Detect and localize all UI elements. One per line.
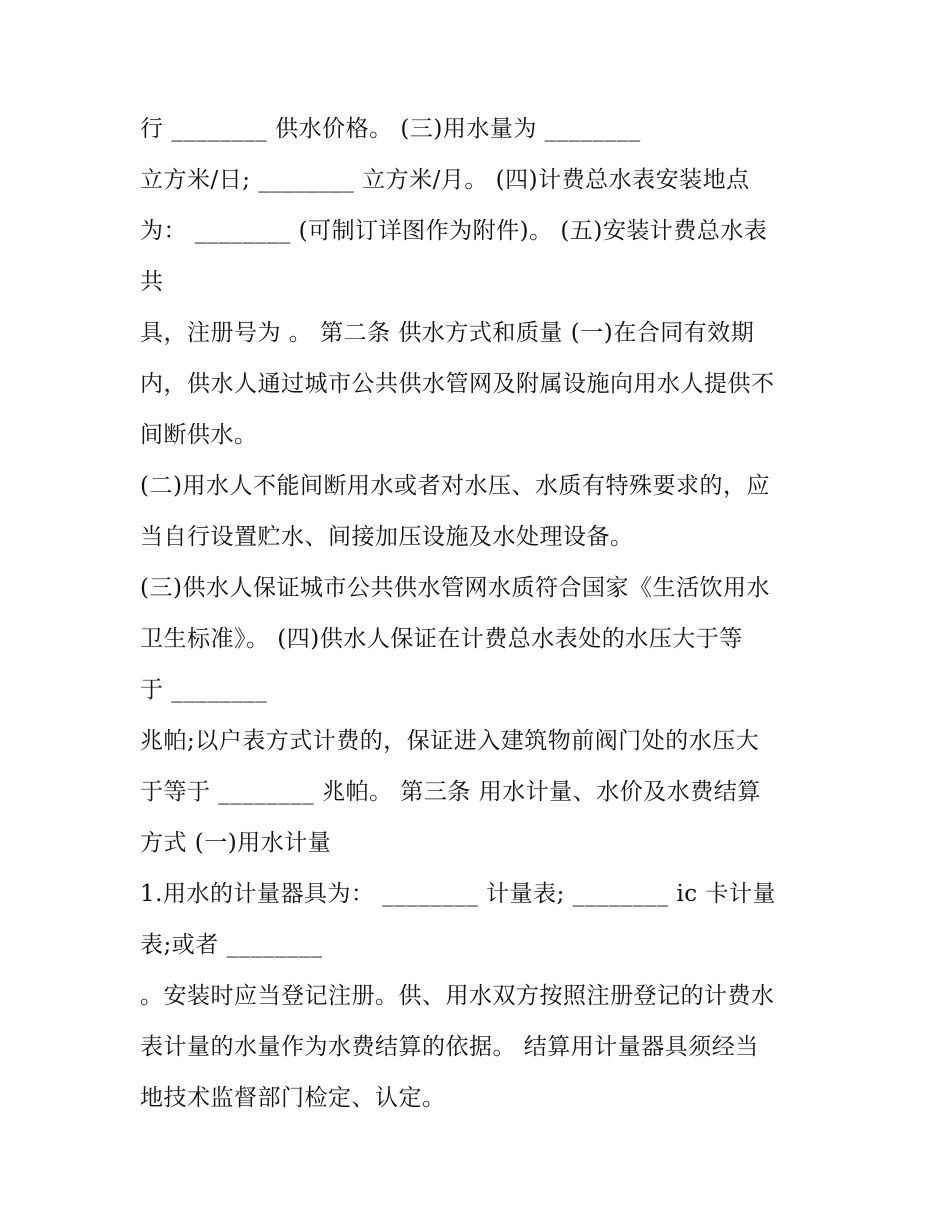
- text-line: 于等于 ________ 兆帕。 第三条 用水计量、水价及水费结算: [140, 779, 761, 805]
- text-line: 共: [140, 269, 164, 295]
- text-line: 于 ________: [140, 677, 268, 703]
- text-line: 立方米/日; ________ 立方米/月。 (四)计费总水表安装地点: [140, 167, 750, 193]
- text-line: 为： ________ (可制订详图作为附件)。 (五)安装计费总水表: [140, 218, 768, 244]
- text-line: 方式 (一)用水计量: [140, 830, 332, 856]
- text-line: (三)供水人保证城市公共供水管网水质符合国家《生活饮用水: [140, 575, 770, 601]
- text-line: 行 ________ 供水价格。 (三)用水量为 ________: [140, 116, 641, 142]
- text-line: 表;或者 ________: [140, 932, 323, 958]
- text-line: 间断供水。: [140, 422, 258, 448]
- text-line: 卫生标准》。 (四)供水人保证在计费总水表处的水压大于等: [140, 626, 743, 652]
- text-line: 1.用水的计量器具为： ________ 计量表; ________ ic 卡计量: [140, 881, 776, 907]
- text-line: 地技术监督部门检定、认定。: [140, 1085, 446, 1111]
- text-line: 具，注册号为 。 第二条 供水方式和质量 (一)在合同有效期: [140, 320, 755, 346]
- text-line: 兆帕;以户表方式计费的，保证进入建筑物前阀门处的水压大: [140, 728, 760, 754]
- text-line: (二)用水人不能间断用水或者对水压、水质有特殊要求的，应: [140, 473, 770, 499]
- text-line: 当自行设置贮水、间接加压设施及水处理设备。: [140, 524, 634, 550]
- document-body: [140, 104, 820, 1124]
- text-line: 内，供水人通过城市公共供水管网及附属设施向用水人提供不: [140, 371, 775, 397]
- text-line: 表计量的水量作为水费结算的依据。 结算用计量器具须经当: [140, 1034, 759, 1060]
- text-line: 。安装时应当登记注册。供、用水双方按照注册登记的计费水: [140, 983, 775, 1009]
